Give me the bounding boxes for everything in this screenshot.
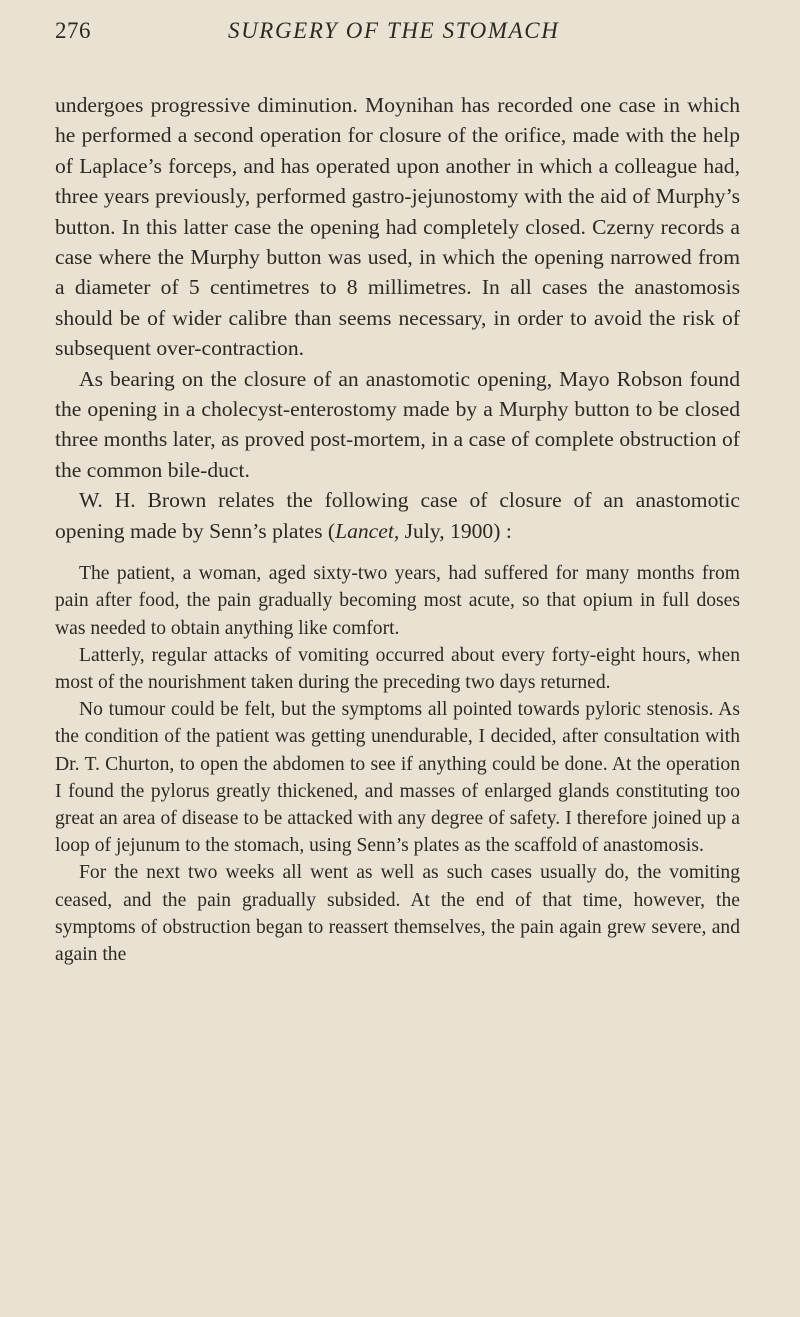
- lancet-citation: Lancet,: [335, 518, 400, 543]
- running-head: [55, 18, 740, 60]
- quoted-case: [55, 560, 740, 968]
- paragraph-mayo-robson: As bearing on the closure of an anastomotic opening, Mayo Robson found the opening in a cholecyst-enterostomy made by a Murphy button to be closed three months later, as proved post-mortem, in a case of complete obstruction of the common bile-duct.: [55, 366, 740, 482]
- running-title: SURGERY OF THE STOMACH: [228, 18, 560, 43]
- page-number: 276: [55, 18, 91, 43]
- quote-paragraph-outcome: For the next two weeks all went as well as such cases usually do, the vomiting ceased, and the pain gradually subsided. At the end of that time, however, the symptoms of obstruction began to reassert themselves, the pain again grew severe, and again the: [55, 862, 740, 965]
- brown-text: W. H. Brown relates the following case of closure of an anastomotic opening made by Senn’s plates (: [55, 488, 740, 543]
- quote-paragraph-vomiting: Latterly, regular attacks of vomiting occurred about every forty-eight hours, when most of the nourishment taken during the preceding two days returned.: [55, 644, 740, 693]
- paragraph-moynihan: undergoes progressive diminution. Moynihan has recorded one case in which he performed a second operation for closure of the orifice, made with the help of Laplace’s forceps, and has operated upon another in which a colleague had, three years previously, performed gastro-jejunostomy with the aid of Murphy’s button. In this latter case the opening had completely closed. Czerny records a case where the Murphy button was used, in which the opening narrowed from a diameter of 5 centimetres to 8 millimetres. In all cases the anastomosis should be of wider calibre than seems necessary, in order to avoid the risk of subsequent over-contraction.: [55, 93, 740, 361]
- paragraph-brown: [55, 485, 740, 546]
- brown-date: July, 1900) :: [399, 518, 512, 543]
- quote-paragraph-patient: The patient, a woman, aged sixty-two years, had suffered for many months from pain after food, the pain gradually becoming most acute, so that opium in full doses was needed to obtain anything like comfort.: [55, 563, 740, 639]
- quote-paragraph-operation: No tumour could be felt, but the symptoms all pointed towards pyloric stenosis. As the condition of the patient was getting unendurable, I decided, after consultation with Dr. T. Churton, to open the abdomen to see if anything could be done. At the operation I found the pylorus greatly thickened, and masses of enlarged glands constituting too great an area of disease to be attacked with any degree of safety. I therefore joined up a loop of jejunum to the stomach, using Senn’s plates as the scaffold of anastomosis.: [55, 699, 740, 857]
- main-text: [55, 90, 740, 546]
